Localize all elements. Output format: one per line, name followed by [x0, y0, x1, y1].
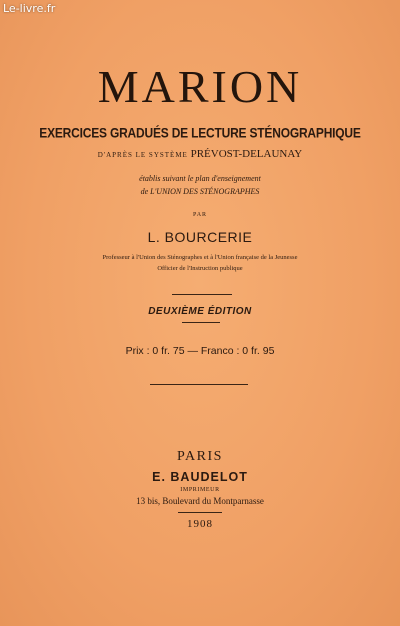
divider-top — [172, 294, 232, 295]
plan-note-line-2: de L'UNION DES STÉNOGRAPHES — [140, 187, 260, 196]
site-watermark: Le-livre.fr — [3, 2, 56, 15]
publisher-role: IMPRIMEUR — [180, 487, 220, 493]
publisher-address: 13 bis, Boulevard du Montparnasse — [136, 496, 264, 506]
edition-label: DEUXIÈME ÉDITION — [148, 306, 252, 317]
publisher-name: E. BAUDELOT — [152, 470, 248, 484]
divider-price — [150, 384, 248, 385]
price-line: Prix : 0 fr. 75 — Franco : 0 fr. 95 — [125, 345, 275, 357]
system-name: PRÉVOST-DELAUNAY — [190, 148, 303, 160]
book-subtitle: EXERCICES GRADUÉS DE LECTURE STÉNOGRAPHIQUE — [39, 124, 361, 142]
author-credentials-line-1: Professeur à l'Union des Sténographes et à l'Union française de la Jeunesse — [102, 254, 298, 261]
by-label: PAR — [192, 212, 208, 218]
book-title: MARION — [97, 61, 303, 112]
author-credentials-line-2: Officier de l'Instruction publique — [157, 265, 243, 272]
publication-year: 1908 — [187, 518, 213, 530]
system-line — [0, 148, 400, 160]
system-prefix: D'APRÈS LE SYSTÈME — [97, 151, 188, 159]
plan-note-line-1: établis suivant le plan d'enseignement — [139, 174, 261, 183]
divider-edition — [182, 322, 220, 323]
author-name: L. BOURCERIE — [147, 229, 253, 245]
divider-imprint — [178, 512, 222, 513]
imprint-city: PARIS — [177, 449, 223, 464]
